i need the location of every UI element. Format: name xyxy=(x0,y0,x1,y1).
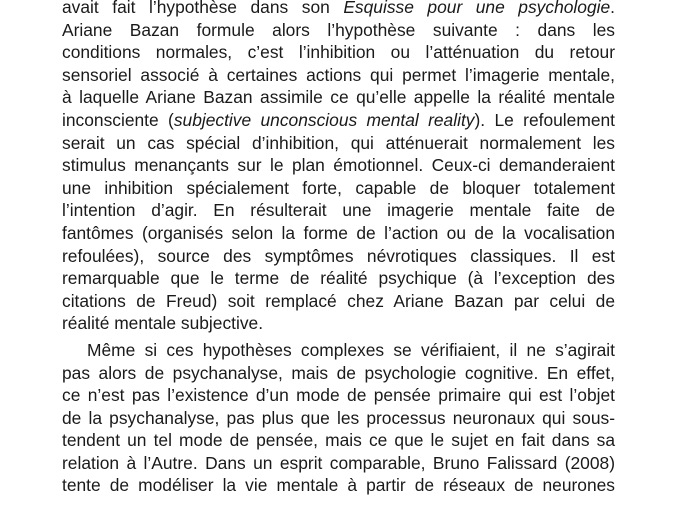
text-line: sensoriel associé à certaines actions qui permet l’imagerie mentale, xyxy=(62,64,615,85)
text-line xyxy=(62,109,615,132)
text-line: de la psychanalyse, pas plus que les processus neuronaux qui sous- xyxy=(62,407,615,428)
text-line: conditions normales, c’est l’inhibition ou l’atténuation du retour xyxy=(62,42,615,63)
text-span: ). Le refoulement xyxy=(474,109,615,130)
text-line: serait un cas spécial d’inhibition, qui atténuerait normalement les xyxy=(62,132,615,153)
text-line: pas alors de psychanalyse, mais de psychologie cognitive. En effet, xyxy=(62,362,615,383)
text-line: refoulées), source des symptômes névrotiques classiques. Il est xyxy=(62,245,615,266)
text-line: à laquelle Ariane Bazan assimile ce qu’elle appelle la réalité mentale xyxy=(62,87,615,108)
text-line: fantômes (organisés selon la forme de l’action ou de la vocalisation xyxy=(62,222,615,243)
text-line: remarquable que le terme de réalité psychique (à l’exception des xyxy=(62,268,615,289)
text-line-cut: tente de modéliser la vie mentale à partir de réseaux de neurones xyxy=(62,475,615,496)
text-line xyxy=(62,0,615,19)
text-line: stimulus menançants sur le plan émotionnel. Ceux-ci demanderaient xyxy=(62,155,615,176)
text-line: relation à l’Autre. Dans un esprit comparable, Bruno Falissard (2008) xyxy=(62,452,615,473)
text-line: citations de Freud) soit remplacé chez Ariane Bazan par celui de xyxy=(62,290,615,311)
text-line: l’intention d’agir. En résulterait une imagerie mentale faite de xyxy=(62,200,615,221)
text-line: réalité mentale subjective. xyxy=(62,313,264,334)
text-line: tendent un tel mode de pensée, mais ce que le sujet en fait dans sa xyxy=(62,430,615,451)
paragraph-2 xyxy=(62,339,615,497)
text-line: une inhibition spécialement forte, capable de bloquer totalement xyxy=(62,177,615,198)
italic-phrase: subjective unconscious mental reality xyxy=(173,109,475,130)
text-line: Ariane Bazan formule alors l’hypothèse suivante : dans les xyxy=(62,19,615,40)
text-line: Même si ces hypothèses complexes se vérifiaient, il ne s’agirait xyxy=(87,339,615,360)
text-span: inconsciente ( xyxy=(62,109,174,130)
document-page xyxy=(62,0,615,497)
italic-title: Esquisse pour une psychologie xyxy=(343,0,611,17)
text-span: . xyxy=(610,0,615,17)
text-line: ce n’est pas l’existence d’un mode de pensée primaire qui est l’objet xyxy=(62,385,615,406)
text-span: avait fait l’hypothèse dans son xyxy=(62,0,344,17)
paragraph-1 xyxy=(62,0,615,335)
